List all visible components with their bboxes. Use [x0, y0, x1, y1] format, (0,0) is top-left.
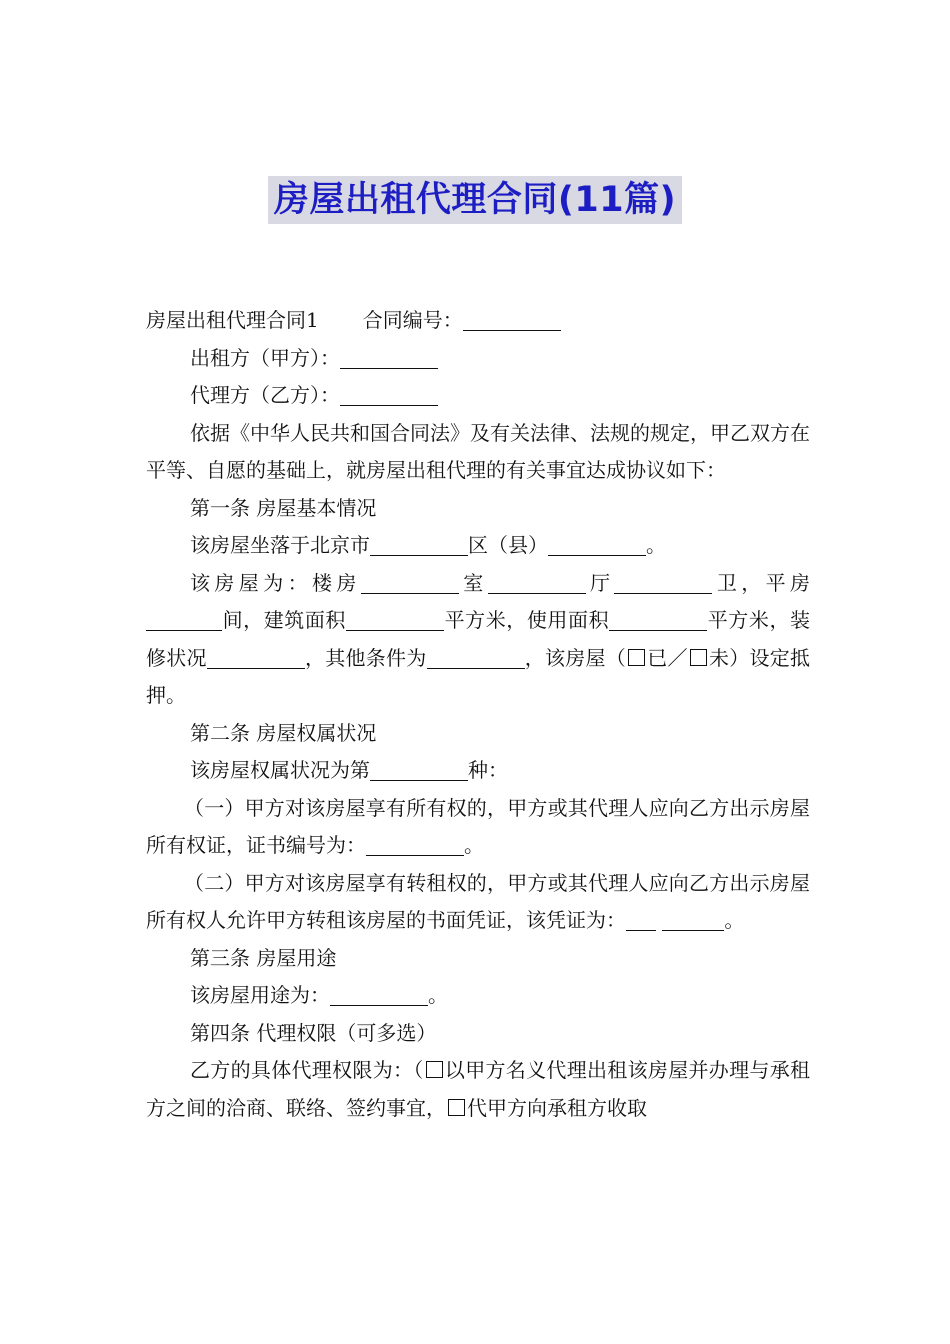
- text-segment: 该房屋权属状况为第: [190, 758, 370, 782]
- usable-area-blank: [609, 604, 707, 631]
- article-2-option-1: [146, 790, 810, 865]
- text-segment: 室: [458, 570, 488, 595]
- agent-line: [146, 377, 810, 415]
- authority-option-1-checkbox[interactable]: [426, 1061, 443, 1078]
- baths-blank: [614, 567, 712, 594]
- text-segment: ，该房屋（: [524, 645, 626, 670]
- address-blank: [548, 529, 646, 556]
- text-segment: 该房屋为：楼房: [190, 570, 361, 595]
- article-1-location: [146, 527, 810, 565]
- text-segment: 代甲方向承租方收取: [467, 1095, 647, 1120]
- text-segment: 厅: [585, 570, 615, 595]
- text-segment: （二）甲方对该房屋享有转租权的，甲方或其代理人应向乙方出示房屋所有权人允许甲方转租该房屋的书面凭证，该凭证为：: [146, 870, 810, 932]
- contract-header-line: [146, 302, 810, 340]
- text-segment: 区（县）: [468, 533, 548, 557]
- text-segment: 平方米，使用面积: [444, 608, 610, 632]
- text-segment: 以甲方名义代理出租该房屋并办理与承租方之间的洽商、联络、签约事宜，: [146, 1058, 811, 1120]
- article-2-title: 第二条 房屋权属状况: [190, 720, 377, 745]
- agent-blank: [340, 379, 438, 406]
- document-title: 房屋出租代理合同(11篇): [268, 176, 682, 224]
- voucher-blank-b: [662, 904, 724, 931]
- lessor-line: [146, 340, 810, 378]
- authority-option-2-checkbox[interactable]: [448, 1099, 465, 1116]
- article-1-property-type: [146, 565, 810, 715]
- usage-blank: [330, 979, 428, 1006]
- contract-no-label: 合同编号：: [362, 308, 463, 332]
- article-3-title: 第三条 房屋用途: [190, 945, 337, 970]
- document-body: [146, 302, 810, 1127]
- agent-label: 代理方（乙方）：: [190, 383, 340, 407]
- article-2-option-2: [146, 865, 810, 940]
- text-segment: 该房屋用途为：: [190, 983, 330, 1007]
- ownership-type-blank: [370, 754, 468, 781]
- article-3-usage: [146, 977, 810, 1015]
- other-conditions-blank: [427, 642, 525, 669]
- text-segment: 卫，平房: [712, 570, 811, 595]
- rooms-blank: [361, 567, 459, 594]
- text-segment: （一）甲方对该房屋享有所有权的，甲方或其代理人应向乙方出示房屋所有权证，证书编号为：: [146, 795, 810, 857]
- voucher-blank-a: [626, 904, 656, 931]
- document-title-wrap: [0, 176, 950, 224]
- text-segment: 种：: [468, 758, 508, 782]
- certificate-no-blank: [366, 829, 464, 856]
- article-4-scope: [146, 1052, 810, 1127]
- text-segment: 。: [724, 908, 745, 932]
- text-segment: 。: [428, 983, 448, 1007]
- text-segment: 乙方的具体代理权限为：（: [190, 1058, 424, 1082]
- mortgaged-checkbox[interactable]: [628, 649, 645, 666]
- article-4-title: 第四条 代理权限（可多选）: [190, 1020, 437, 1045]
- preamble-paragraph: 依据《中华人民共和国合同法》及有关法律、法规的规定，甲乙双方在平等、自愿的基础上，就房屋出租代理的有关事宜达成协议如下：: [146, 420, 810, 482]
- decoration-blank: [207, 642, 305, 669]
- contract-header: 房屋出租代理合同1: [146, 308, 319, 332]
- contract-no-blank: [463, 304, 561, 331]
- not-mortgaged-checkbox[interactable]: [690, 649, 707, 666]
- halls-blank: [488, 567, 586, 594]
- lessor-label: 出租方（甲方）：: [190, 345, 340, 370]
- text-segment: 该房屋坐落于北京市: [190, 533, 370, 557]
- text-segment: 平方米，装修状况: [146, 608, 811, 670]
- text-segment: 未）设定抵押。: [146, 645, 810, 707]
- building-area-blank: [346, 604, 444, 631]
- text-segment: 。: [464, 833, 484, 857]
- lessor-blank: [340, 342, 438, 369]
- bungalow-blank: [146, 604, 222, 631]
- text-segment: 。: [646, 533, 666, 557]
- text-segment: 已／: [647, 645, 688, 670]
- article-2-status: [146, 752, 810, 790]
- text-segment: 间，建筑面积: [222, 608, 346, 632]
- article-1-title: 第一条 房屋基本情况: [190, 495, 377, 520]
- district-blank: [370, 529, 468, 556]
- text-segment: ，其他条件为: [304, 645, 427, 670]
